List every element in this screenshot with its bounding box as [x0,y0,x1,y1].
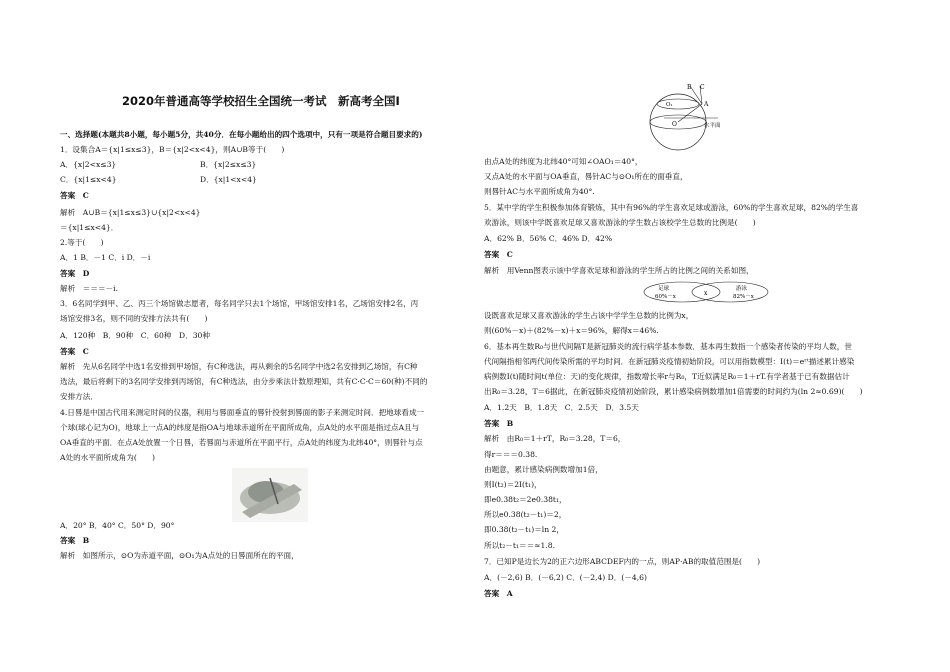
right-line: 解析 用Venn图表示该中学喜欢足球和游泳的学生所占的比例之间的关系如图， [484,266,754,275]
left-line: 2.等于( ) [60,238,104,247]
left-line: A．20° B．40° C．50° D．90° [60,521,175,530]
right-line: 代间隔指相邻两代间传染所需的平均时间．在新冠肺炎疫情初始阶段，可以用指数模型：I(t)＝eʳᵗ描述累计感染 [484,357,855,366]
left-line: 选法，最后将剩下的3名同学安排到丙场馆，有C种选法，由分步乘法计数原理知，共有C·C·C＝60(种)不同的 [60,377,428,386]
right-line: 设既喜欢足球又喜欢游泳的学生占该中学学生总数的比例为x， [484,311,694,320]
sphere-label-plane: 水平面 [704,123,721,129]
left-line: 个球(球心记为O)，地球上一点A的纬度是指OA与地球赤道所在平面所成角，点A处的水平面是指过点A且与 [60,423,420,432]
left-line: C．{x|1≤x<4} [60,175,117,184]
sphere-label-c: C [700,84,705,91]
left-line: 答案 C [60,347,89,356]
left-line: OA垂直的平面．在点A处放置一个日晷，若晷面与赤道所在平面平行，点A处的纬度为北纬40°，则晷针与点 [60,438,423,447]
right-line: A．1.2天 B．1.8天 C．2.5天 D．3.5天 [484,403,639,412]
right-line: 答案 B [484,419,514,428]
venn-right-label: 游泳 [736,286,748,292]
left-line: 解析 ＝＝＝－i. [60,284,118,293]
right-line: 得r＝＝＝0.38. [484,450,538,459]
left-line: 场馆安排3名，则不同的安排方法共有( ) [60,314,208,323]
right-line: 则(60%－x)＋(82%－x)＋x＝96%，解得x＝46%. [484,326,659,335]
left-line: ＝{x|1≤x<4}． [60,223,119,232]
right-line: 即e0.38t₂＝2e0.38t₁， [484,495,567,504]
right-line: 欢游泳，则该中学既喜欢足球又喜欢游泳的学生数占该校学生总数的比例是( ) [484,218,756,227]
right-line: 5．某中学的学生积极参加体育锻炼，其中有96%的学生喜欢足球或游泳，60%的学生喜欢足球，82%的学生喜 [484,203,859,212]
right-line: 由题意，累计感染病例数增加1倍， [484,465,603,474]
sphere-figure [642,82,722,154]
venn-overlap-value: x [704,290,708,297]
left-line: A．1 B．－1 C．i D．－i [60,253,151,262]
left-line: A处的水平面所成角为( ) [60,453,155,462]
sphere-label-a: A [704,101,709,108]
right-line: A．(－2,6) B．(－6,2) C．(－2,4) D．(－4,6) [484,573,647,582]
right-line: 则I(t₂)＝2I(t₁)， [484,480,542,489]
left-line: B．{x|2≤x≤3} [200,160,257,169]
right-line: 出R₀＝3.28，T＝6据此，在新冠肺炎疫情初始阶段，累计感染病例数增加1倍需要的时间约为(ln 2≈0.69)( ) [484,387,863,396]
venn-diagram [640,280,772,304]
right-line: 则晷针AC与水平面所成角为40°. [484,187,595,196]
right-line: A．62% B．56% C．46% D．42% [484,234,613,243]
venn-left-value: 60%－x [655,294,676,300]
right-line: 7．已知P是边长为2的正六边形ABCDEF内的一点，则AP·AB的取值范围是( ) [484,557,761,566]
right-line: 答案 C [484,250,513,259]
right-line: 所以t₂－t₁＝＝≈1.8. [484,541,556,550]
left-line: 答案 C [60,191,89,200]
left-line: A．{x|2<x≤3} [60,160,117,169]
left-line: 解析 A∪B＝{x|1≤x≤3}∪{x|2<x<4} [60,208,201,217]
right-line: 即0.38(t₂－t₁)＝ln 2， [484,525,564,534]
sphere-label-o: O [672,121,677,128]
sphere-label-b: B [687,84,692,91]
left-line: A．120种 B．90种 C．60种 D．30种 [60,331,210,340]
left-line: 一、选择题(本题共8小题，每小题5分，共40分．在每小题给出的四个选项中，只有一项是符合题目要求的) [60,130,423,139]
left-line: 答案 D [60,269,90,278]
right-line: 所以e0.38(t₂－t₁)＝2， [484,510,567,519]
venn-left-label: 足球 [658,286,670,292]
left-line: 解析 如图所示，⊙O为赤道平面，⊙O₁为A点处的日晷面所在的平面， [60,551,299,560]
left-line: 答案 B [60,536,90,545]
left-line: 解析 先从6名同学中选1名安排到甲场馆，有C种选法，再从剩余的5名同学中选2名安排到乙场馆，有C种 [60,362,418,371]
sphere-label-o1: O₁ [666,102,673,108]
left-line: 3．6名同学到甲、乙、丙三个场馆做志愿者，每名同学只去1个场馆，甲场馆安排1名，乙场馆安排2名，丙 [60,299,419,308]
left-line: 1．设集合A＝{x|1≤x≤3}，B＝{x|2<x<4}，则A∪B等于( ) [60,145,285,154]
right-line: 病例数I(t)随时间t(单位：天)的变化规律，指数增长率r与R₀，T近似满足R₀＝1＋rT.有学者基于已有数据估计 [484,372,850,381]
left-line: 安排方法． [60,392,98,401]
right-line: 又点A处的水平面与OA垂直，晷针AC与⊙O₁所在的面垂直， [484,172,688,181]
right-line: 由点A处的纬度为北纬40°可知∠OAO₁＝40°， [484,157,643,166]
venn-right-value: 82%－x [733,294,754,300]
right-line: 答案 A [484,589,513,598]
sundial-photo [232,468,308,522]
left-line: D．{x|1<x<4} [200,175,257,184]
right-line: 6．基本再生数R₀与世代间隔T是新冠肺炎的流行病学基本参数．基本再生数指一个感染者传染的平均人数，世 [484,342,852,351]
left-line: 4.日晷是中国古代用来测定时间的仪器，利用与晷面垂直的晷针投射到晷面的影子来测定时间．把地球看成一 [60,408,425,417]
right-line: 解析 由R₀＝1＋rT，R₀＝3.28，T＝6， [484,434,626,443]
page-title: 2020年普通高等学校招生全国统一考试 新高考全国Ⅰ [122,94,400,108]
